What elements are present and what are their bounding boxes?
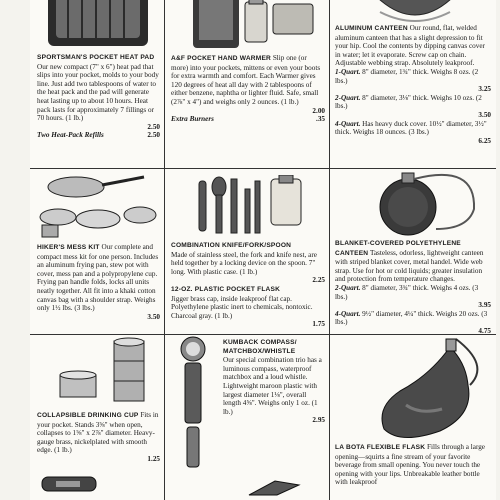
hand-warmer-cell	[165, 0, 329, 168]
utensil-flask-cell	[165, 169, 329, 334]
heat-pad-title: SPORTSMAN'S POCKET HEAT PAD	[37, 54, 155, 61]
hand-warmer-burner-price: .35	[316, 115, 325, 124]
aluminum-canteen-illustration	[360, 0, 470, 24]
la-bota-cell	[330, 335, 496, 500]
flask-title: 12-OZ. PLASTIC POCKET FLASK	[171, 285, 281, 293]
drinking-cup-description: Fits in your pocket. Stands 3⅝" when open, collapses to 1⅝" x 2⅞" diameter. Heavy-gauge brass, nickelplated with smooth edge. (1 lb.)	[37, 411, 159, 455]
la-bota-illustration	[370, 335, 494, 445]
utensil-title: COMBINATION KNIFE/FORK/SPOON	[171, 242, 292, 249]
blanket-canteen-option-2: 4-Quart. 9½" diameter, 4¼" thick. Weighs 20 ozs. (3 lbs.)	[335, 309, 488, 327]
compass-cell	[165, 335, 329, 500]
blanket-canteen-text	[335, 239, 491, 334]
drinking-cup-price: 1.25	[147, 454, 160, 463]
canteen-option-2-price: 3.50	[478, 110, 491, 119]
heat-pad-description: Our new compact (7" x 6") heat pad that slips into your pocket, molds to your body line. Just add two tablespoons of water to the heat pack and the pad will generate heat lasting up to about 10 hours. Heat pack lasts for approximately 7 fillings or 70 hours. (1 lb.)	[37, 62, 159, 123]
blanket-canteen-option-2-price: 4.75	[478, 326, 491, 334]
flask-price: 1.75	[312, 320, 325, 329]
la-bota-title: LA BOTA FLEXIBLE FLASK	[335, 444, 426, 451]
heat-pad-price: 2.50	[147, 122, 160, 131]
pocket-tool-illustration	[36, 471, 106, 500]
la-bota-description: Fills through a large opening—squirts a fine stream of your favorite beverage from small opening. You never touch the opening with your lips. Unbreakable leather bottle with leakproof	[335, 443, 485, 487]
utensil-illustration	[195, 175, 305, 235]
heat-pad-cell	[30, 0, 164, 168]
heat-pad-refill-label: Two Heat-Pack Refills	[37, 131, 104, 140]
drinking-cup-cell	[30, 335, 164, 500]
compass-illustration	[171, 335, 217, 485]
flask-description: Jigger brass cap, inside leakproof flat cap. Polyethylene plastic inert to chemicals, nontoxic. Charcoal gray. (1 lb.)	[171, 294, 313, 320]
hand-warmer-price: 2.00	[312, 106, 325, 115]
compass-price: 2.95	[312, 416, 325, 425]
canteen-option-2: 2-Quart. 8" diameter, 3⅛" thick. Weighs 10 ozs. (2 lbs.)	[335, 93, 482, 111]
aluminum-canteen-text	[335, 24, 491, 145]
hand-warmer-text	[171, 54, 325, 124]
heat-pad-text	[37, 54, 160, 140]
hand-warmer-illustration	[173, 0, 323, 52]
compass-title: KUMBACK COMPASS/ MATCHBOX/WHISTLE	[223, 339, 297, 355]
blanket-canteen-description: Tasteless, odorless, lightweight canteen with striped blanket cover, metal handel. Wide web strap. Use for hot or cold liquids; greater insulation and protection from temperature changes.	[335, 248, 484, 284]
utensil-flask-text	[171, 241, 325, 329]
compass-text	[223, 339, 325, 425]
aluminum-canteen-title: ALUMINUM CANTEEN	[335, 25, 408, 32]
hand-warmer-description: Slip one (or more) into your pockets, mittens or even your boots for extra warmth and comfort. Each Warmer gives 120 degrees of heat all day with 2 tablespoons of either benzene, naphtha or lighter fluid. Safe, small (2⅞" x 4") and weighs only 2 ounces. (1 lb.)	[171, 54, 321, 106]
heat-pad-illustration	[44, 0, 154, 52]
canteen-option-1-price: 3.25	[478, 85, 491, 94]
blanket-canteen-option-1: 2-Quart. 8" diameter, 3¾" thick. Weighs 4 ozs. (3 lbs.)	[335, 283, 479, 301]
blanket-canteen-option-1-price: 3.95	[478, 301, 491, 310]
blanket-canteen-title: BLANKET-COVERED POLYETHYLENE CANTEEN	[335, 240, 461, 257]
aluminum-canteen-cell	[330, 0, 496, 168]
hand-warmer-title: A&F POCKET HAND WARMER	[171, 55, 272, 62]
blanket-canteen-cell	[330, 169, 496, 334]
aluminum-canteen-description: Our round, flat, welded aluminum canteen that has a slight depression to fit your hip. Cool the contents by dipping canvas cover in water; let it evaporate. Screw cap on chain. Adjustable webbing strap. Absolutely leakproof.	[335, 24, 485, 68]
la-bota-text	[335, 443, 491, 487]
canteen-option-3: 4-Quart. Has heavy duck cover. 10½" diameter, 3½" thick. Weighs 18 ounces. (3 lbs.)	[335, 119, 487, 137]
drinking-cup-text	[37, 411, 160, 464]
blanket-canteen-illustration	[356, 169, 486, 239]
hand-warmer-burner-label: Extra Burners	[171, 115, 214, 124]
utensil-price: 2.25	[312, 276, 325, 285]
mess-kit-description: Our complete and compact mess kit for one person. Includes an aluminum frying pan, stew pot with cover, mess pan and a polypropylene cup. Frying pan handle folds, locks all units neatly together. All fit into a khaki cotton canvas bag with a shoulder strap. Weighs only 1½ lbs. (3 lbs.)	[37, 243, 159, 313]
canteen-option-3-price: 6.25	[478, 136, 491, 145]
mess-kit-price: 3.50	[147, 312, 160, 321]
mess-kit-illustration	[36, 173, 160, 239]
mess-kit-text	[37, 243, 160, 321]
catalog-page	[30, 0, 496, 500]
utensil-description: Made of stainless steel, the fork and knife nest, are held together by a locking device on the spoon. 7" long. With plastic case. (1 lb.)	[171, 250, 317, 276]
knife-illustration	[245, 477, 305, 500]
mess-kit-cell	[30, 169, 164, 334]
canteen-option-1: 1-Quart. 8" diameter, 1¾" thick. Weighs 8 ozs. (2 lbs.)	[335, 67, 479, 85]
drinking-cup-title: COLLAPSIBLE DRINKING CUP	[37, 412, 139, 419]
heat-pad-refill-price: 2.50	[147, 131, 160, 140]
compass-description: Our special combination trio has a luminous compass, waterproof matchbox and a loud whistle. Lightweight maroon plastic with largest diameter 1⅛", overall length 4⅝". Weighs only 1 oz. (1 lb.)	[223, 356, 322, 416]
mess-kit-title: HIKER'S MESS KIT	[37, 244, 100, 251]
drinking-cup-illustration	[50, 335, 160, 407]
